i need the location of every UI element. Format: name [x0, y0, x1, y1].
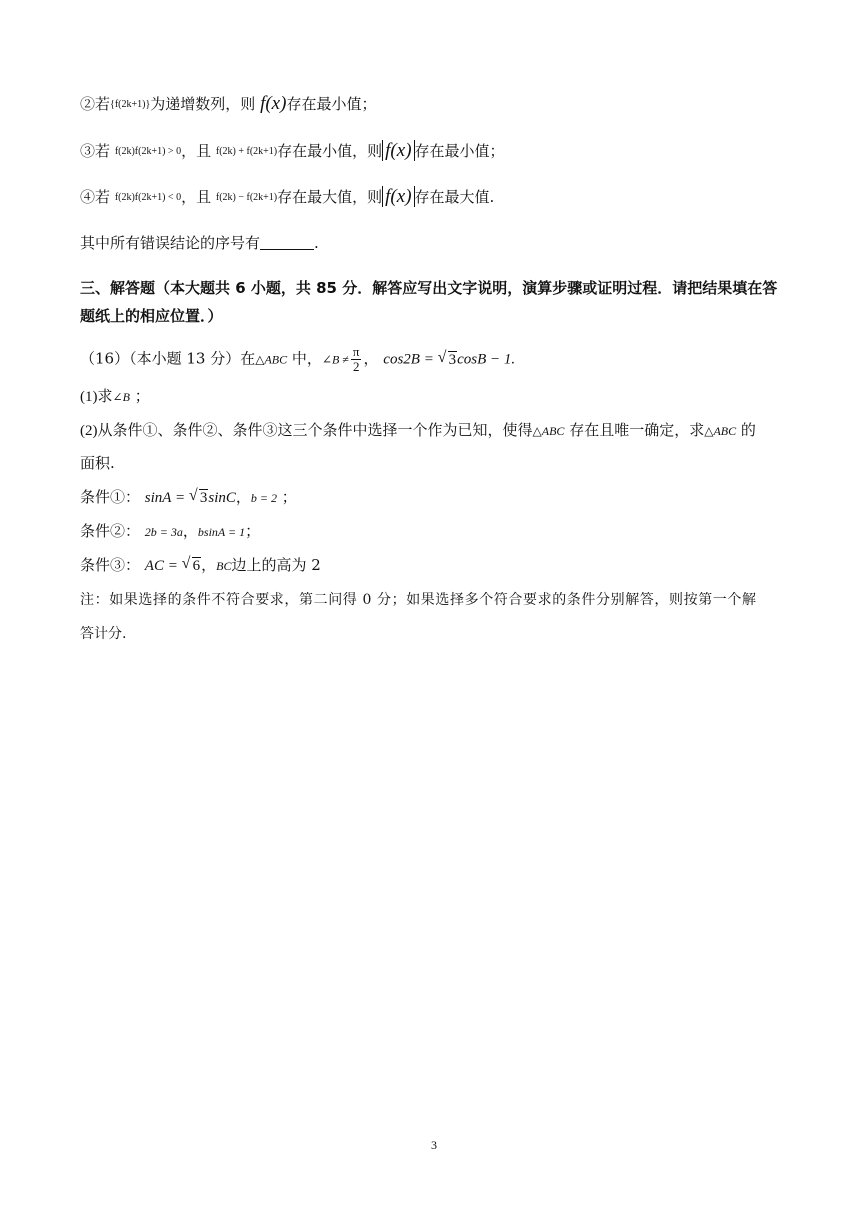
statement-3-expression: f(2k) + f(2k+1) [215, 146, 278, 157]
condition-1-sqrt3 [190, 488, 209, 508]
statement-4-mid: 存在最大值，则 [277, 188, 383, 206]
q16-pi: π [352, 344, 360, 359]
statement-4-condition: f(2k)f(2k+1) < 0 [114, 192, 182, 203]
statement-2-sequence: {f(2k+1)} [110, 99, 151, 110]
condition-2-bsinA: bsinA = 1 [197, 525, 246, 539]
q16-part-2-end: 的 [740, 421, 756, 439]
question-15-answer-prompt [80, 233, 319, 253]
statement-4 [80, 187, 494, 208]
q16-part-2-line-2: 面积. [80, 454, 115, 472]
condition-2 [80, 521, 260, 542]
condition-3-height: 边上的高为 2 [231, 556, 321, 574]
section-3-heading-line-2: 题纸上的相应位置．） [80, 307, 223, 325]
statement-3 [80, 141, 505, 162]
condition-1-b-value: b = 2 [250, 491, 277, 505]
condition-1-sinC: sinC [208, 490, 236, 506]
statement-4-number: ④ [80, 188, 96, 206]
q16-part-2-triangle-2: △ABC [704, 424, 737, 438]
condition-2-end: ； [245, 522, 261, 540]
answer-prompt-end: . [314, 234, 319, 252]
q16-sqrt3-radicand: 3 [448, 351, 457, 368]
condition-3-ac: AC = [144, 558, 178, 574]
q16-mid: 中， [291, 349, 322, 368]
statement-3-condition: f(2k)f(2k+1) > 0 [114, 146, 182, 157]
statement-4-expression: f(2k) − f(2k+1) [215, 192, 278, 203]
q16-part-1-number: (1) [80, 389, 98, 405]
q16-two: 2 [352, 359, 360, 374]
page-number: 3 [431, 1138, 437, 1152]
q16-part-1-text: 求 [97, 387, 113, 405]
q16-equation-right: cosB − 1. [457, 351, 516, 368]
answer-blank[interactable] [260, 235, 314, 250]
answer-prompt-text: 其中所有错误结论的序号有 [80, 234, 261, 252]
statement-2 [80, 94, 376, 115]
q16-part-1-angle: ∠B [112, 390, 130, 404]
q16-triangle: △ABC [255, 352, 288, 367]
condition-1-sinA: sinA = [144, 490, 186, 506]
q16-header-text: （16）（本小题 13 分）在 [80, 349, 256, 368]
statement-4-and: ，且 [181, 188, 212, 206]
q16-part-2 [80, 420, 756, 441]
condition-1 [80, 487, 297, 508]
condition-1-label: 条件①： [80, 488, 141, 506]
q16-angle-condition: ∠B ≠ [321, 352, 349, 367]
q16-comma: ， [363, 349, 379, 368]
statement-3-and: ，且 [181, 142, 212, 160]
statement-3-mid: 存在最小值，则 [277, 142, 383, 160]
condition-3-bc: BC [216, 559, 232, 573]
condition-3-sqrt6 [183, 556, 202, 576]
statement-3-number: ③ [80, 142, 96, 160]
condition-3-comma: ， [201, 556, 217, 574]
statement-3-prefix: 若 [95, 142, 111, 160]
q16-part-2-text: 从条件①、条件②、条件③这三个条件中选择一个作为已知，使得 [97, 421, 533, 439]
statement-4-tail: 存在最大值. [414, 188, 495, 206]
section-3-heading-line-1: 三、解答题（本大题共 6 小题，共 85 分．解答应写出文字说明，演算步骤或证明过程．请把结果填在答 [80, 279, 778, 297]
statement-2-mid: 为递增数列，则 [150, 95, 256, 113]
condition-3 [80, 555, 321, 576]
note-line-2: 答计分. [80, 626, 127, 642]
condition-2-relation: 2b = 3a [144, 525, 183, 539]
statement-2-fx: f(x) [260, 93, 287, 114]
q16-part-2-number: (2) [80, 423, 98, 439]
q16-pi-over-2 [351, 345, 362, 374]
condition-1-sqrt3-radicand: 3 [199, 490, 208, 506]
condition-3-sqrt6-radicand: 6 [192, 558, 201, 574]
statement-2-prefix: 若 [95, 95, 111, 113]
condition-1-comma: ， [235, 488, 251, 506]
q16-part-2-mid: 存在且唯一确定，求 [569, 421, 705, 439]
statement-3-tail: 存在最小值； [414, 142, 505, 160]
statement-4-abs-fx: f(x) [382, 186, 414, 207]
q16-part-1-end: ； [134, 387, 150, 405]
q16-equation-left: cos2B = [383, 351, 434, 368]
q16-part-2-triangle: △ABC [532, 424, 565, 438]
statement-4-prefix: 若 [95, 188, 111, 206]
condition-2-comma: ， [182, 522, 198, 540]
note-line-1: 注：如果选择的条件不符合要求，第二问得 0 分；如果选择多个符合要求的条件分别解答，则按第一个解 [80, 592, 757, 608]
question-16-header [80, 345, 515, 374]
q16-sqrt3 [439, 347, 458, 373]
statement-2-tail: 存在最小值； [286, 95, 377, 113]
statement-3-abs-fx: f(x) [382, 140, 414, 161]
q16-part-1 [80, 386, 150, 407]
condition-3-label: 条件③： [80, 556, 141, 574]
statement-2-number: ② [80, 95, 96, 113]
condition-2-label: 条件②： [80, 522, 141, 540]
condition-1-end: ； [281, 488, 297, 506]
